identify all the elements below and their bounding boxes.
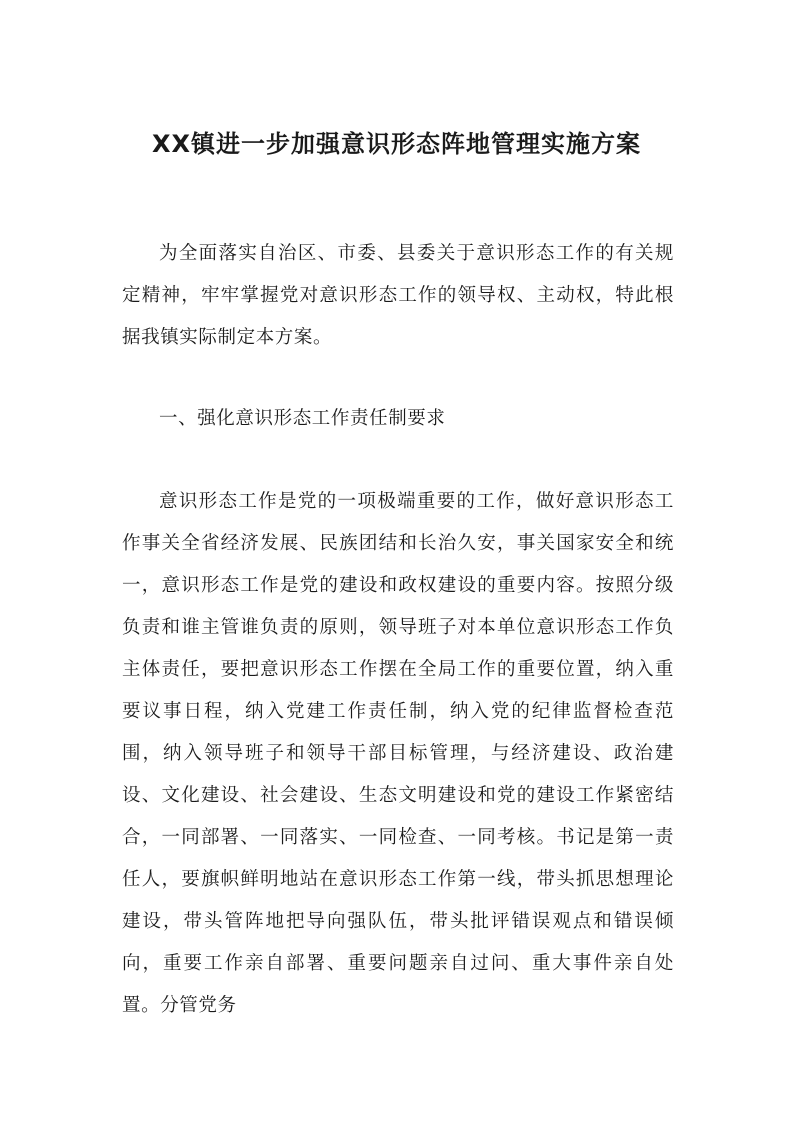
section-body-paragraph: 意识形态工作是党的一项极端重要的工作，做好意识形态工作事关全省经济发展、民族团结和长治久安，事关国家安全和统一，意识形态工作是党的建设和政权建设的重要内容。按照分级负责和谁主管谁负责的原则，领导班子对本单位意识形态工作负主体责任，要把意识形态工作摆在全局工作的重要位置，纳入重要议事日程，纳入党建工作责任制，纳入党的纪律监督检查范围，纳入领导班子和领导干部目标管理，与经济建设、政治建设、文化建设、社会建设、生态文明建设和党的建设工作紧密结合，一同部署、一同落实、一同检查、一同考核。书记是第一责任人，要旗帜鲜明地站在意识形态工作第一线，带头抓思想理论建设，带头管阵地把导向强队伍，带头批评错误观点和错误倾向，重要工作亲自部署、重要问题亲自过问、重大事件亲自处置。分管党务 [122,491,674,1016]
section-heading: 一、强化意识形态工作责任制要求 [159,408,446,429]
document-title: XX镇进一步加强意识形态阵地管理实施方案 [151,130,641,158]
intro-paragraph: 为全面落实自治区、市委、县委关于意识形态工作的有关规定精神，牢牢掌握党对意识形态工作的领导权、主动权，特此根据我镇实际制定本方案。 [122,243,674,348]
